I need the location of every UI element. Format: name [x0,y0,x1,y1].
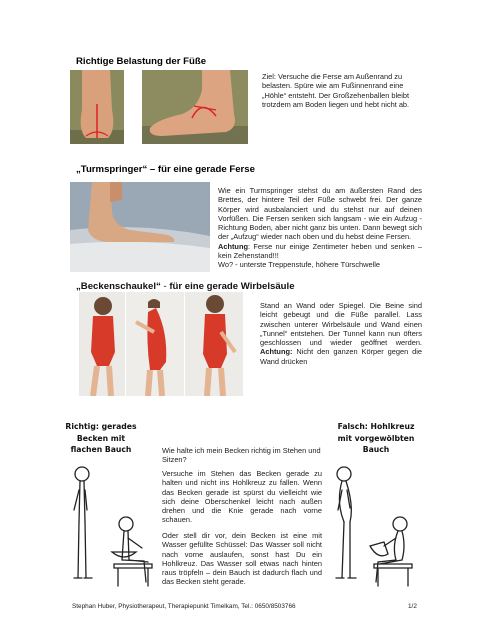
text-pelvic-rocking-a: Stand an Wand oder Spiegel. Die Beine sind leicht gebeugt und die Füße parallel. Lass zwischen unterer Wirbelsäule und Wand einen „Tunnel“ entstehen. Der Tunnel kann nun öfters geschlossen und wieder geöffnet werden. [260,301,422,348]
heading-pelvic-rocking-rest: für eine gerade Wirbelsäule [169,281,295,292]
text-pelvic-rocking [260,301,422,366]
photo-foot-arch [142,70,248,144]
text-pelvis-paragraph-1: Versuche im Stehen das Becken gerade zu halten und nicht ins Hohlkreuz zu fallen. Wenn das Becken gerade ist spürst du vielleicht wie sich deine Oberschenkel leicht nach außen drehen und die Knie gerade nach vorne schauen. [162,469,322,525]
footer-page-number: 1/2 [408,603,417,610]
text-tower-jumper [218,186,422,270]
photo-foot-heel [70,70,124,144]
photo-pelvic-rocking-3 [185,292,243,396]
text-pelvic-rocking-achtung-label: Achtung: [260,347,293,357]
photo-pelvic-rocking-2 [126,292,184,396]
text-pelvis-question: Wie halte ich mein Becken richtig im Stehen und Sitzen? [162,446,321,465]
text-pelvis-paragraph-2: Oder stell dir vor, dein Becken ist eine mit Wasser gefüllte Schüssel: Das Wasser soll nicht nach vorne auslaufen, sonst hast Du ein Hohlkreuz. Das Wasser soll etwas nach hinten raus tröpfeln – dein Bauch ist dadurch flach und das Becken steht gerade. [162,531,322,587]
illustration-correct-posture [68,462,160,593]
text-tower-jumper-where: Wo? - unterste Treppenstufe, höhere Türschwelle [218,260,380,270]
heading-tower-jumper: „Turmspringer“ – für eine gerade Ferse [76,164,255,175]
caption-wrong-posture: Falsch: Hohlkreuz mit vorgewölbten Bauch [337,422,415,454]
photo-pelvic-rocking-1 [79,292,125,396]
text-tower-jumper-achtung-label: Achtung [218,241,248,251]
text-tower-jumper-achtung: : Ferse nur einige Zentimeter heben und senken – kein Zehenstand!!! [218,241,422,261]
heading-foot-loading: Richtige Belastung der Füße [76,56,207,67]
heading-pelvic-rocking [76,281,295,292]
text-foot-loading: Ziel: Versuche die Ferse am Außenrand zu belasten. Spüre wie am Fußinnenrand eine „Höhle“ entsteht. Der Großzehenballen bleibt trotzdem am Boden liegen und hebt nicht ab. [262,72,410,109]
illustration-wrong-posture [330,462,420,593]
heading-pelvic-rocking-sep: - [160,281,170,292]
text-tower-jumper-body: Wie ein Turmspringer stehst du am äußersten Rand des Brettes, der hintere Teil der Füße schwebt frei. Der ganze Körper wird ausbalanciert und du stehst nur auf deinen Vorfüßen. Die Fersen senken sich langsam - wie ein Aufzug - Richtung Boden, aber nicht ganz bis unten. Dann bewegt sich der „Aufzug“ wieder nach oben und du hebst deine Fersen. [218,186,422,242]
caption-correct-posture: Richtig: gerades Becken mit flachen Bauch [65,422,137,454]
photo-tower-jumper [70,182,210,272]
heading-pelvic-rocking-main: „Beckenschaukel“ [76,281,161,292]
text-pelvic-rocking-b: Nicht den ganzen Körper gegen die Wand drücken [260,347,422,366]
footer-contact: Stephan Huber, Physiotherapeut, Therapiepunkt Timelkam, Tel.: 0650/8503766 [72,603,296,610]
